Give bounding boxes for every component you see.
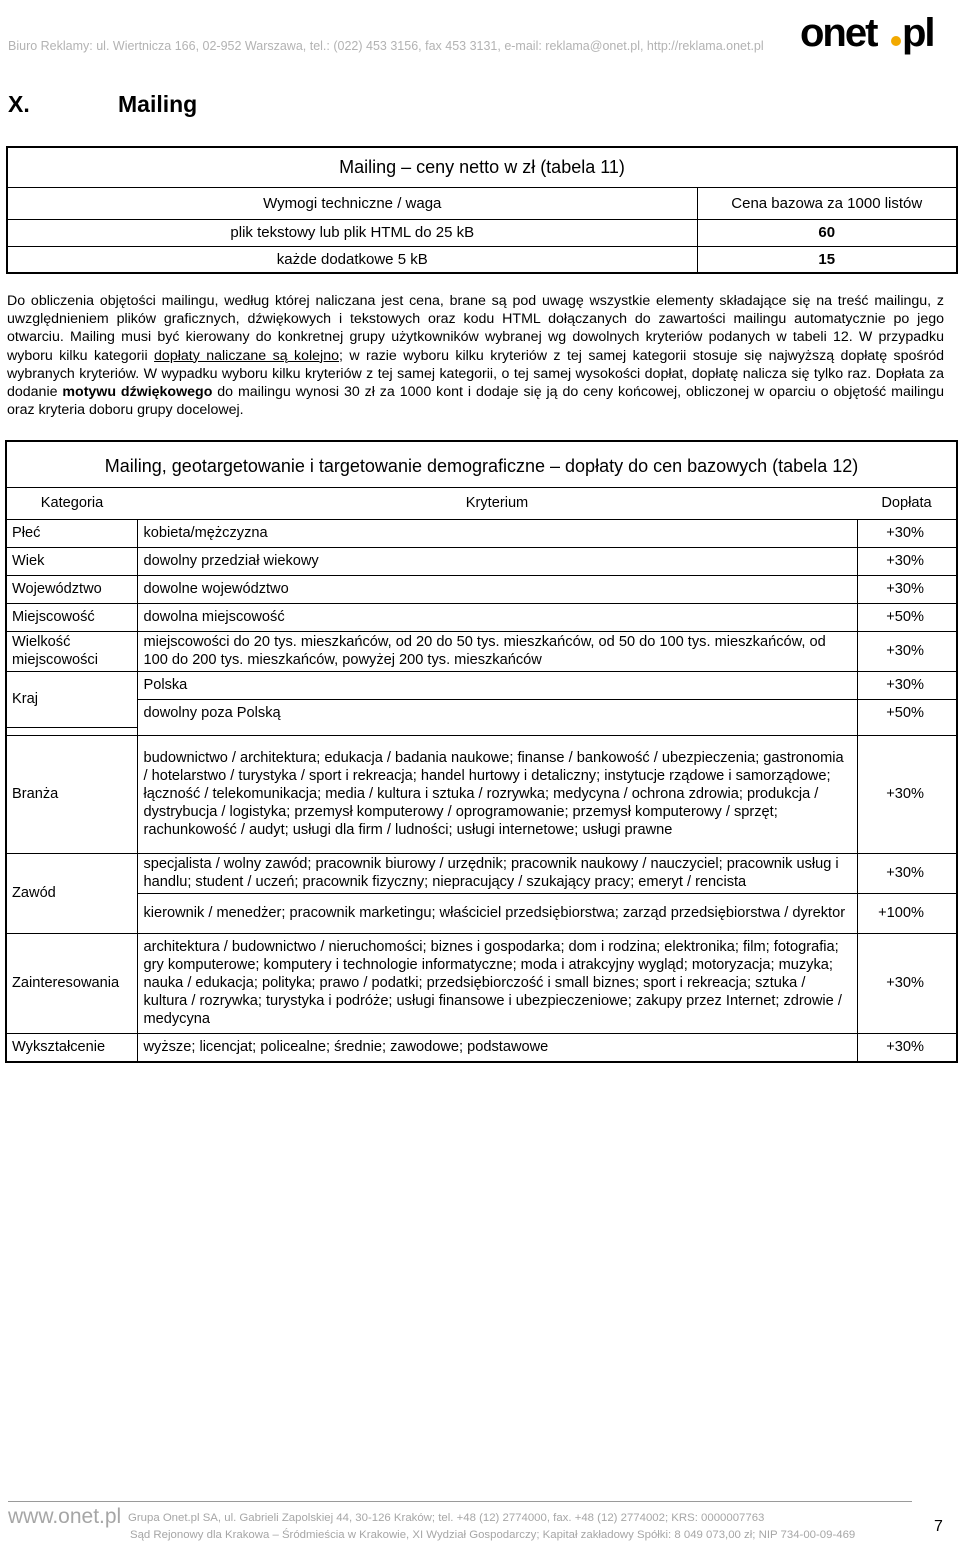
paragraph-text-2: ; w razie wyboru kilku kryteriów z tej samej kategorii stosuje się najwyższą dopłatę spośród wybranych kryteriów. W wypadku wyboru kilku kryteriów z tej samej kategorii, o tej samej wysokości dopłat, dopłatę nalicza się tylko raz. Dopłata za dodanie bbox=[7, 347, 944, 401]
surcharge-cell: +30% bbox=[857, 933, 957, 1033]
surcharge-cell: +100% bbox=[857, 893, 957, 933]
description-paragraph bbox=[7, 292, 944, 419]
table-row bbox=[6, 933, 957, 1033]
price-table-header-requirements: Wymogi techniczne / waga bbox=[7, 187, 697, 219]
table-row bbox=[6, 699, 957, 727]
criterion-cell: kierownik / menedżer; pracownik marketingu; właściciel przedsiębiorstwa; zarząd przedsiębiorstwa / dyrektor bbox=[137, 893, 857, 933]
table-row bbox=[6, 893, 957, 933]
table-row bbox=[6, 671, 957, 699]
category-cell: Wiek bbox=[6, 547, 137, 575]
criterion-cell: architektura / budownictwo / nieruchomości; biznes i gospodarka; dom i rodzina; elektronika; film; fotografia; gry komputerowe; komputery i technologie informatyczne; moda i atrakcyjny wygląd; motoryzacja; muzyka; nauka / edukacja; polityka; prawo / podatki; przedsiębiorczość i small biznes; sport i rekreacja; sztuka / kultura / rozrywka; turystyka i podróże; usługi finansowe i ubezpieczeniowe; zakupy przez Internet; zdrowie / medycyna bbox=[137, 933, 857, 1033]
surcharge-cell: +30% bbox=[857, 575, 957, 603]
paragraph-text-3: do mailingu wynosi 30 zł za 1000 kont i dodaje się ją do ceny końcowej, obliczonej w oparciu o objętość mailingu oraz kryteria doboru grupy docelowej. bbox=[7, 384, 944, 419]
paragraph-text-1: Do obliczenia objętości mailingu, według której naliczana jest cena, brane są pod uwagę wszystkie elementy składające się na treść mailingu, z uwzględnieniem plików graficznych, dźwiękowych i tekstowych oraz kodu HTML dołączanych do zawartości mailingu automatycznie po jego otwarciu. Mailing musi być kierowany do konkretnej grupy użytkowników wybranej wg dowolnych kryteriów podanych w tabeli 12. W przypadku wyboru kilku kategorii bbox=[7, 293, 944, 364]
price-cell: 15 bbox=[818, 250, 836, 268]
table-row bbox=[6, 547, 957, 575]
surcharge-cell: +30% bbox=[857, 631, 957, 671]
criterion-cell: miejscowości do 20 tys. mieszkańców, od 20 do 50 tys. mieszkańców, od 50 do 100 tys. mieszkańców, od 100 do 200 tys. mieszkańców, powyżej 200 tys. mieszkańców bbox=[137, 631, 857, 671]
footer-divider bbox=[8, 1501, 912, 1502]
table-row bbox=[6, 575, 957, 603]
category-cell: Województwo bbox=[6, 575, 137, 603]
criterion-cell: kobieta/mężczyzna bbox=[137, 519, 857, 547]
surcharge-cell: +30% bbox=[857, 853, 957, 893]
category-cell: Płeć bbox=[6, 519, 137, 547]
category-cell: Branża bbox=[6, 735, 137, 853]
header-surcharge: Dopłata bbox=[857, 487, 957, 519]
paragraph-bold: motywu dźwiękowego bbox=[62, 384, 213, 401]
criterion-cell: dowolne województwo bbox=[137, 575, 857, 603]
surcharge-cell: +30% bbox=[886, 1039, 924, 1056]
criterion-cell: wyższe; licencjat; policealne; średnie; zawodowe; podstawowe bbox=[137, 1033, 857, 1062]
table-row bbox=[6, 519, 957, 547]
category-cell: Wykształcenie bbox=[6, 1033, 137, 1062]
svg-text:onet: onet bbox=[800, 11, 877, 55]
table-row bbox=[6, 853, 957, 893]
footer-registration-info: Sąd Rejonowy dla Krakowa – Śródmieścia w Krakowie, XI Wydział Gospodarczy; Kapitał zakładowy Spółki: 8 049 073,00 zł; NIP 734-00-09-469 bbox=[130, 1529, 856, 1541]
table-row bbox=[6, 735, 957, 853]
criterion-cell: Polska bbox=[137, 671, 857, 699]
surcharge-cell: +30% bbox=[857, 671, 957, 699]
requirement-cell: plik tekstowy lub plik HTML do 25 kB bbox=[7, 219, 697, 246]
criterion-cell: dowolny poza Polską bbox=[137, 699, 857, 727]
category-cell: Miejscowość bbox=[6, 603, 137, 631]
criterion-cell: dowolny przedział wiekowy bbox=[137, 547, 857, 575]
category-cell: Kraj bbox=[6, 671, 137, 727]
criterion-cell: specjalista / wolny zawód; pracownik biurowy / urzędnik; pracownik naukowy / nauczyciel; pracownik usług i handlu; student / uczeń; pracownik fizyczny; niepracujący / szukający pracy; emeryt / rencista bbox=[137, 853, 857, 893]
table-row bbox=[7, 219, 957, 246]
surcharge-table bbox=[5, 440, 958, 1063]
svg-text:pl: pl bbox=[902, 11, 934, 55]
surcharge-table-caption: Mailing, geotargetowanie i targetowanie demograficzne – dopłaty do cen bazowych (tabela 12) bbox=[6, 441, 957, 487]
requirement-cell: każde dodatkowe 5 kB bbox=[7, 246, 697, 273]
category-cell: Zawód bbox=[6, 853, 137, 933]
surcharge-cell: +30% bbox=[857, 547, 957, 575]
price-table-caption: Mailing – ceny netto w zł (tabela 11) bbox=[7, 147, 957, 187]
price-cell: 60 bbox=[697, 219, 957, 246]
surcharge-cell: +50% bbox=[886, 705, 924, 722]
footer-website: www.onet.pl bbox=[8, 1505, 122, 1528]
table-row bbox=[6, 603, 957, 631]
page-number: 7 bbox=[934, 1518, 943, 1535]
surcharge-cell: +30% bbox=[857, 519, 957, 547]
header-category: Kategoria bbox=[6, 487, 137, 519]
price-table-header-price: Cena bazowa za 1000 listów bbox=[697, 187, 957, 219]
price-table bbox=[6, 146, 958, 274]
table-row bbox=[7, 246, 957, 273]
criterion-cell: budownictwo / architektura; edukacja / badania naukowe; finanse / bankowość / ubezpieczenia; gastronomia / hotelarstwo / turystyka / sport i rekreacja; handel hurtowy i detaliczny; instytucje rządowe i samorządowe; łączność / telekomunikacja; media / kultura i sztuka / rozrywka; medycyna / ochrona zdrowia; produkcja / dystrybucja / logistyka; przemysł komputerowy / oprogramowanie; przemysł komputerowy / sprzęt; rachunkowość / audyt; usługi dla firm / ludności; usługi internetowe; usługi prawne bbox=[137, 735, 857, 853]
category-cell: Wielkość miejscowości bbox=[6, 631, 137, 671]
header-address: Biuro Reklamy: ul. Wiertnicza 166, 02-952 Warszawa, tel.: (022) 453 3156, fax 453 3131, e-mail: reklama@onet.pl, http://reklama.onet.pl bbox=[8, 39, 764, 53]
section-number: X. bbox=[8, 91, 30, 117]
section-name: Mailing bbox=[118, 91, 198, 117]
surcharge-cell: +50% bbox=[857, 603, 957, 631]
surcharge-cell: +30% bbox=[857, 735, 957, 853]
section-title bbox=[8, 91, 197, 118]
table-row bbox=[6, 1033, 957, 1062]
category-cell: Zainteresowania bbox=[6, 933, 137, 1033]
header-criterion: Kryterium bbox=[137, 487, 857, 519]
footer-company-info: Grupa Onet.pl SA, ul. Gabrieli Zapolskiej 44, 30-126 Kraków; tel. +48 (12) 2774000, fax. +48 (12) 2774002; KRS: 0000007763 bbox=[128, 1512, 765, 1524]
table-row bbox=[6, 631, 957, 671]
onet-logo bbox=[798, 8, 946, 58]
paragraph-underlined: dopłaty naliczane są kolejno bbox=[154, 347, 339, 364]
criterion-cell: dowolna miejscowość bbox=[137, 603, 857, 631]
table-spacer bbox=[6, 727, 957, 735]
